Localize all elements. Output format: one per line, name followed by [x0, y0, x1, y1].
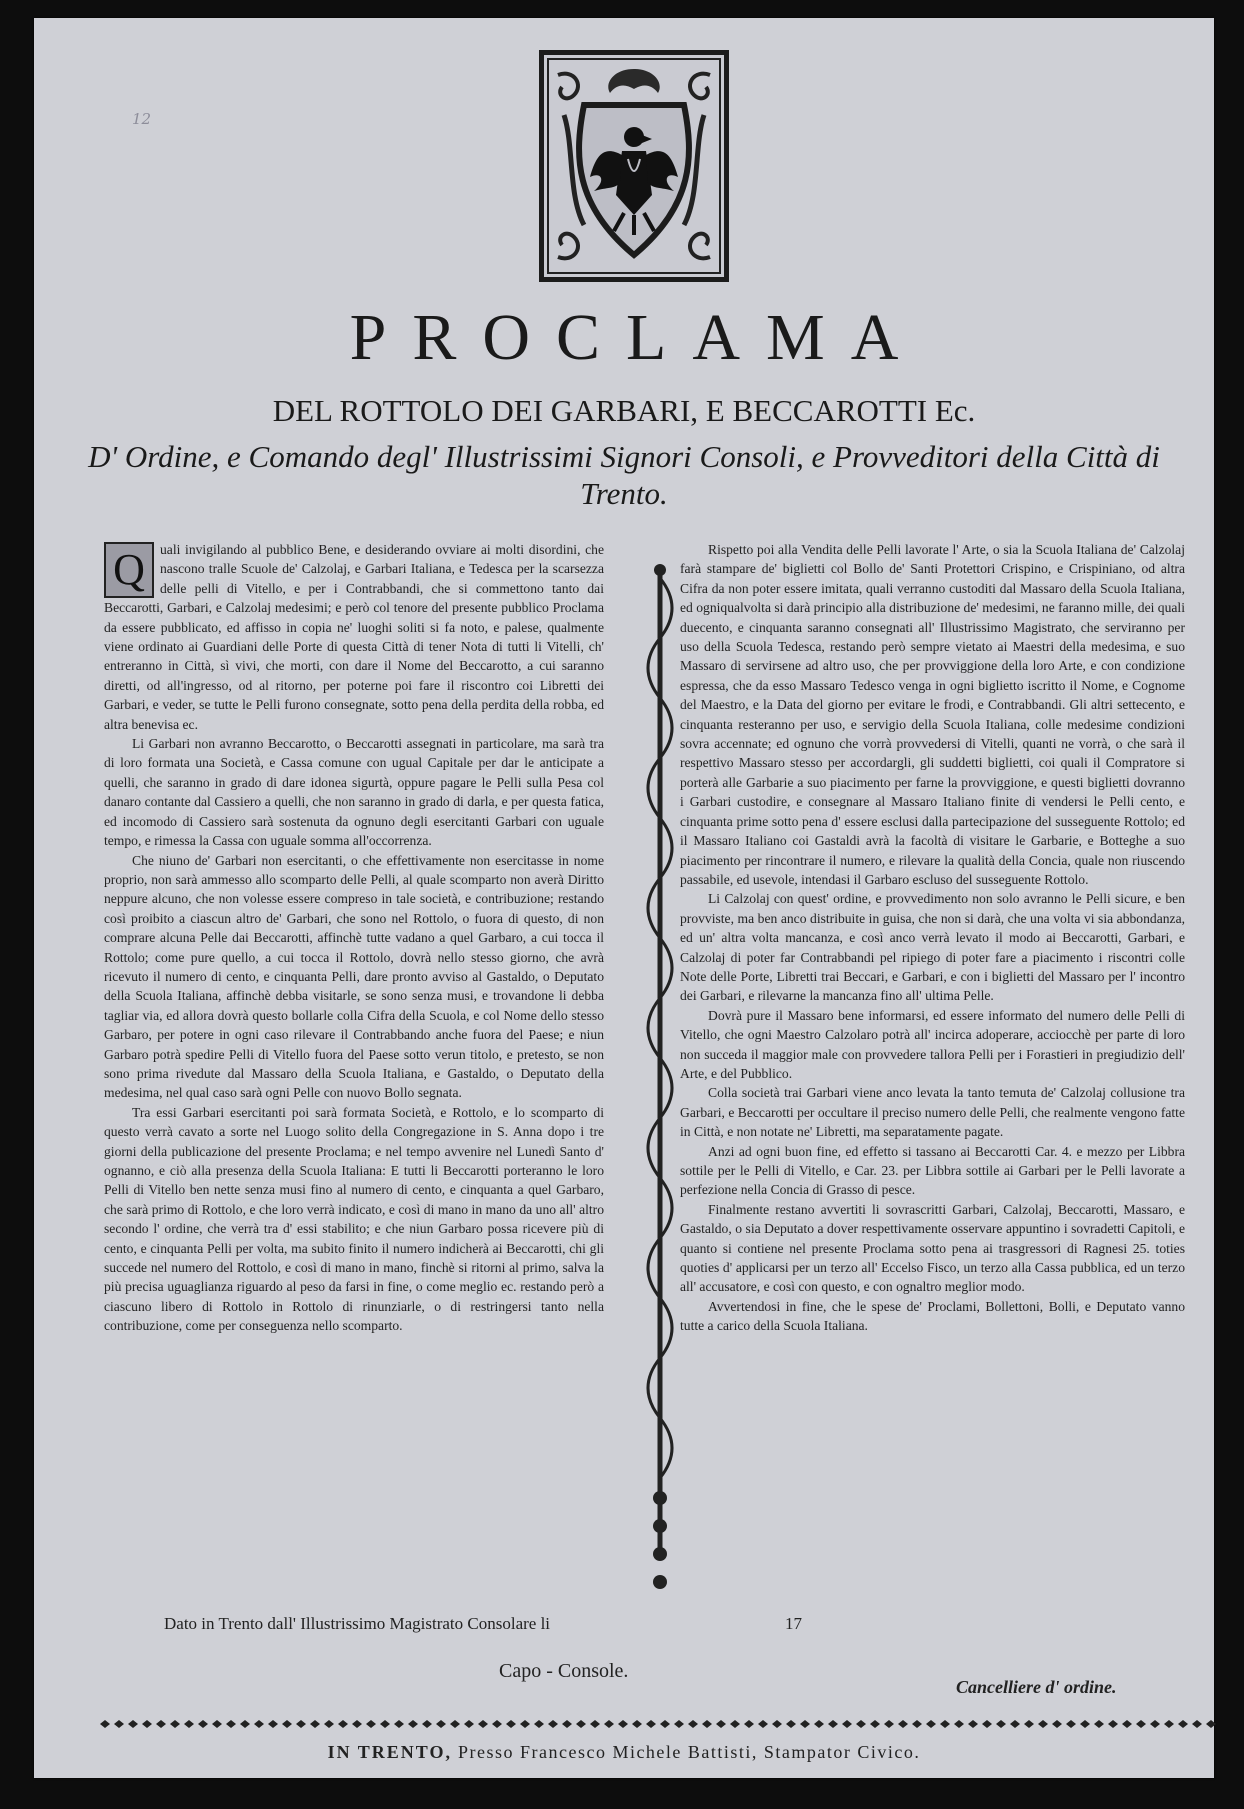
border-ornament-mark [982, 1720, 992, 1728]
proclamation-sheet [34, 18, 1214, 1778]
cancelliere-signature: Cancelliere d' ordine. [956, 1677, 1117, 1697]
pencil-mark: 12 [132, 110, 152, 128]
paragraph: uali invigilando al pubblico Bene, e desiderando ovviare ai molti disordini, che nascono tralle Scuole de' Calzolaj, e Garbari Italiana, e Tedesca per la scarsezza delle pelli di Vitello, e per i Contrabbandi, che si commettono tanto dai Beccarotti, Garbari, e Calzolaj medesimi; e però col tenore del presente pubblico Proclama da essere pubblicato, ed affisso in copia ne' luoghi soliti si fa noto, e palese, qualmente viene ordinato ai Guardiani delle Porte di questa Città di tener Nota di tutti li Vitelli, ch' entreranno in Città, sì vivi, che morti, con dare il Nome del Beccarotto, a cui saranno diretti, od all'ingresso, od al ritorno, per poterne poi fare il riscontro coi Libretti dei Garbari, e veder, se tutte le Pelli furono consegnate, sotto pena della perdita della robba, ed altra benevisa ec. [104, 542, 604, 732]
proclamation-title: PROCLAMA [349, 301, 925, 374]
border-ornament-mark [758, 1720, 768, 1728]
left-text-column [104, 540, 604, 1603]
paragraph: Anzi ad ogni buon fine, ed effetto si tassano ai Beccarotti Car. 4. e mezzo per Libbra sottile per le Pelli di Vitello, e Car. 23. per Libbra sottile ai Garbari per le Pelli lavorate a perfezione nella Concia di Grasso di pesce. [680, 1143, 1185, 1198]
eagle-crest-icon [544, 55, 724, 277]
border-ornament-mark [534, 1720, 544, 1728]
border-ornament-mark [590, 1720, 600, 1728]
paragraph: Rispetto poi alla Vendita delle Pelli lavorate l' Arte, o sia la Scuola Italiana de' Calzolaj farà stampare de' biglietti col Bollo de' Santi Protettori Crispino, e Crispiniano, od altra Cifra da non poter essere imitata, quali verranno custoditi dal Massaro della Scuola Italiana, ed ogniqualvolta si darà principio alla distribuzione de' medesimi, ne faranno mille, dei quali duecento, e cinquanta saranno consegnati all' Illustrissimo Magistrato, che serviranno per uso della Scuola Tedesca, restando però sempre vietato ai Maestri della medesima, e suo Massaro di servirsene ad altro uso, che per provviggione della loro Arte, e con condizione espressa, che da esso Massaro Tedesco venga in ogni biglietto iscritto il Nome, e Cognome del Maestro, e la Data del giorno per evitare le frodi, e Contrabbandi. Gli altri settecento, e cinquanta resteranno per uso, e servigio della Scuola Italiana, colle medesime condizioni sovra accennate; ed ognuno che vorrà provvedersi di Vitelli, quanti ne vorrà, o che sarà il respettivo Massaro stesso per accordargli, gli suddetti biglietti, coi quali il Compratore si porterà alle Garbarie a suo piacimento per farne la provviggione, e questi biglietti dovranno i Garbari custodire, e consegnare al Massaro Italiano finite di vendersi le Pelli cento, e cinquanta prime sotto pena d' essere esclusi dalla partecipazione del susseguente Rottolo; ed il Massaro Italiano coi Gastaldi avrà la facoltà di visitare le Garbarie, e Botteghe a suo piacimento per rincontrare il numero, e rilevare la qualità della Concia, quale non riuscendo passabile, ed usevole, intendasi il Garbaro escluso del susseguente Rottolo. [680, 542, 1185, 887]
paragraph: Finalmente restano avvertiti li sovrascritti Garbari, Calzolaj, Beccarotti, Massaro, e Gastaldo, o sia Deputato a dover respettivamente osservare appuntino i sovradetti Capitoli, e quanto si contiene nel presente Proclama sotto pena ai trasgressori di Ragnesi 25. toties quoties d' applicarsi per un terzo all' Eccelso Fisco, un terzo alla Cassa pubblica, ed un terzo all' accusatore, e così con questo, e con ognaltro meglior modo. [680, 1201, 1185, 1295]
border-ornament-mark [408, 1720, 418, 1728]
border-ornament-mark [198, 1720, 208, 1728]
border-ornament-mark [996, 1720, 1006, 1728]
border-ornament-mark [310, 1720, 320, 1728]
border-ornament-mark [870, 1720, 880, 1728]
border-ornament-mark [1038, 1720, 1048, 1728]
border-ornament-mark [506, 1720, 516, 1728]
border-ornament-mark [702, 1720, 712, 1728]
border-ornament-mark [604, 1720, 614, 1728]
border-ornament-mark [674, 1720, 684, 1728]
border-ornament-mark [814, 1720, 824, 1728]
border-ornament-mark [856, 1720, 866, 1728]
border-ornament-mark [254, 1720, 264, 1728]
imprint-printer: Presso Francesco Michele Battisti, Stampator Civico. [457, 1742, 921, 1762]
border-ornament-mark [212, 1720, 222, 1728]
border-ornament-mark [688, 1720, 698, 1728]
border-ornament-mark [1122, 1720, 1132, 1728]
border-ornament-mark [884, 1720, 894, 1728]
border-ornament-mark [716, 1720, 726, 1728]
border-ornament-mark [660, 1720, 670, 1728]
capo-console-signature: Capo - Console. [499, 1660, 629, 1682]
border-ornament-mark [1080, 1720, 1090, 1728]
border-ornament-mark [380, 1720, 390, 1728]
border-ornament-mark [800, 1720, 810, 1728]
border-ornament-mark [100, 1720, 110, 1728]
paragraph: Che niuno de' Garbari non esercitanti, o che effettivamente non esercitasse in nome proprio, non sarà ammesso allo scomparto delle Pelli, al quale scomparto non averà Diritto neppure alcuno, che non volesse essere compreso in tale società, e contribuzione; restando così proibito a ciascun altro de' Garbari, che sono nel Rottolo, o fuora di questo, di non comprare alcuna Pelle dai Beccarotti, affinchè tutte vadano a quel Garbaro, a cui tocca il Rottolo; come pure quello, a cui tocca il Rottolo, dovrà nello stesso giorno, che avrà ricevuto il numero di cento, e cinquanta Pelli, dare pronto avviso al Gastaldo, o Deputato della Scuola Italiana, affinchè debba visitarle, se sono senza musi, e trovandone li debba tagliar via, ed allora dovrà questo bollarle colla Cifra della Scuola, e col Nome dello stesso Garbaro, per potere in ogni caso rilevare il Contrabbando anche fuora del Paese; e niun Garbaro potrà spedire Pelli di Vitello fuora del Paese sotto verun titolo, e pretesto, se non sono prima rivedute dal Massaro della Scuola Italiana, e Gastaldo, o Deputato della medesima, nel qual caso sarà ogni Pelle con nuovo Bollo segnata. [104, 852, 604, 1101]
right-text-column [680, 540, 1185, 1580]
border-ornament-mark [828, 1720, 838, 1728]
decorated-initial-letter: Q [113, 545, 145, 594]
border-ornament-mark [968, 1720, 978, 1728]
border-ornament-mark [338, 1720, 348, 1728]
border-ornament-mark [156, 1720, 166, 1728]
ornamental-border-rule [99, 1718, 1219, 1730]
border-ornament-mark [142, 1720, 152, 1728]
border-ornament-mark [492, 1720, 502, 1728]
border-ornament-mark [562, 1720, 572, 1728]
border-ornament-mark [646, 1720, 656, 1728]
dated-line: Dato in Trento dall' Illustrissimo Magistrato Consolare li [164, 1614, 551, 1633]
imprint-place: IN TRENTO, [327, 1742, 452, 1762]
border-ornament-mark [940, 1720, 950, 1728]
border-ornament-mark [1010, 1720, 1020, 1728]
border-ornament-mark [324, 1720, 334, 1728]
border-ornament-mark [786, 1720, 796, 1728]
border-ornament-mark [1150, 1720, 1160, 1728]
border-ornament-mark [954, 1720, 964, 1728]
border-ornament-mark [520, 1720, 530, 1728]
border-ornament-mark [366, 1720, 376, 1728]
border-ornament-mark [1108, 1720, 1118, 1728]
vine-divider-ornament [642, 558, 678, 1598]
border-ornament-mark [240, 1720, 250, 1728]
border-ornament-mark [576, 1720, 586, 1728]
border-ornament-mark [464, 1720, 474, 1728]
border-ornament-mark [128, 1720, 138, 1728]
border-ornament-mark [926, 1720, 936, 1728]
border-ornament-mark [1024, 1720, 1034, 1728]
border-ornament-mark [282, 1720, 292, 1728]
decorated-initial [104, 542, 154, 598]
border-ornament-mark [422, 1720, 432, 1728]
border-ornament-mark [1136, 1720, 1146, 1728]
border-ornament-mark [730, 1720, 740, 1728]
border-ornament-mark [1206, 1720, 1216, 1728]
border-ornament-mark [898, 1720, 908, 1728]
border-ornament-mark [450, 1720, 460, 1728]
border-ornament-mark [394, 1720, 404, 1728]
border-ornament-mark [1178, 1720, 1188, 1728]
border-ornament-mark [618, 1720, 628, 1728]
border-ornament-mark [1192, 1720, 1202, 1728]
border-ornament-mark [772, 1720, 782, 1728]
border-ornament-mark [268, 1720, 278, 1728]
border-ornament-mark [1164, 1720, 1174, 1728]
border-ornament-mark [1094, 1720, 1104, 1728]
paragraph: Dovrà pure il Massaro bene informarsi, ed essere informato del numero delle Pelli di Vitello, che ogni Maestro Calzolaro potrà all' incirca adoperare, acciocchè per parte di loro non succeda il maggior male con provvedere tallora Pelli per i Forastieri in pregiudizio dell' Arte, e del Pubblico. [680, 1007, 1185, 1081]
proclamation-subtitle: DEL ROTTOLO DEI GARBARI, E BECCAROTTI Ec. [272, 393, 976, 428]
border-ornament-mark [632, 1720, 642, 1728]
border-ornament-mark [436, 1720, 446, 1728]
eagle-crest-woodcut [539, 50, 729, 282]
border-ornament-mark [226, 1720, 236, 1728]
border-ornament-mark [744, 1720, 754, 1728]
border-ornament-mark [1052, 1720, 1062, 1728]
paragraph: Li Garbari non avranno Beccarotto, o Beccarotti assegnati in particolare, ma sarà tra di loro formata una Società, e Cassa comune con ugual Capitale per dar le anticipate a quelli, che saranno in grado di dare idonea sigurtà, oppure pagare le Pelli sulla Pesa col danaro contante dal Cassiero a quelli, che non saranno in grado di darla, e per questa fatica, ed incomodo di Cassiero sarà sostenuta da ognuno degli esercitanti Garbari con uguale tempo, e rimessa la Cassa con uguale somma all'occorrenza. [104, 736, 604, 849]
border-ornament-mark [184, 1720, 194, 1728]
border-ornament-mark [114, 1720, 124, 1728]
paragraph: Avvertendosi in fine, che le spese de' Proclami, Bollettoni, Bolli, e Deputato vanno tutte a carico della Scuola Italiana. [680, 1298, 1185, 1334]
border-ornament-mark [296, 1720, 306, 1728]
border-ornament-mark [1066, 1720, 1076, 1728]
paragraph: Li Calzolaj con quest' ordine, e provvedimento non solo avranno le Pelli sicure, e ben provviste, ma ben anco distribuite in guisa, che non si darà, che una volta vi sia abbondanza, ed un' altra volta mancanza, e così anco verrà levato il modo ai Beccarotti, Garbari, e Calzolaj di poter far Contrabbandi pel ripiego di poter fare a piacimento i riscontri colle Note delle Porte, Libretti trai Beccari, e Garbari, e con i biglietti del Massaro per l' incontro dei Garbari, e rilevarne la mancanza fino all' ultima Pelle. [680, 891, 1185, 1004]
paragraph: Tra essi Garbari esercitanti poi sarà formata Società, e Rottolo, e lo scomparto di questo verrà cavato a sorte nel Luogo solito della Congregazione in S. Anna dopo i tre giorni della publicazione del presente Proclama; e nel tempo avvenire nel Lunedì Santo d' ognanno, e ciò alla presenza della Scuola Italiana: E tutti li Beccarotti porteranno le loro Pelli di Vitello ben nette senza musi fino al numero di cento, e cinquanta a quel Garbaro, che sarà primo di Rottolo, e che loro verrà indicato, e così di mano in mano da uno all' altro secondo l' ordine, che verrà tra d' essi stabilito; e che niun Garbaro possa ricevere più di cento, e cinquanta Pelli per volta, ma subito finito il numero indicherà ai Beccarotti, chi gli succede nel numero del Rottolo, e così di mano in mano, finchè si ritorni al primo, salva la più precisa uguaglianza riguardo al peso da farsi in fine, o come meglio ec. restando però a ciascuno libero di Rottolo in Rottolo di rinunziarle, o di restringersi tanto nella contribuzione, come per conseguenza nello scomparto. [104, 1104, 604, 1334]
printer-imprint [34, 1742, 1214, 1763]
paragraph: Colla società trai Garbari viene anco levata la tanto temuta de' Calzolaj collusione tra Garbari, e Beccarotti per occultare il preciso numero delle Pelli, che realmente vengono fatte in Città, e non notate ne' Libretti, ma separatamente pagate. [680, 1085, 1185, 1140]
border-ornament-mark [352, 1720, 362, 1728]
order-line: D' Ordine, e Comando degl' Illustrissimi Signori Consoli, e Provveditori della Città di Trento. [88, 439, 1160, 511]
border-ornament-mark [548, 1720, 558, 1728]
border-ornament-mark [912, 1720, 922, 1728]
date-number: 17 [785, 1614, 802, 1633]
border-ornament-mark [170, 1720, 180, 1728]
border-ornament-mark [842, 1720, 852, 1728]
border-ornament-mark [478, 1720, 488, 1728]
